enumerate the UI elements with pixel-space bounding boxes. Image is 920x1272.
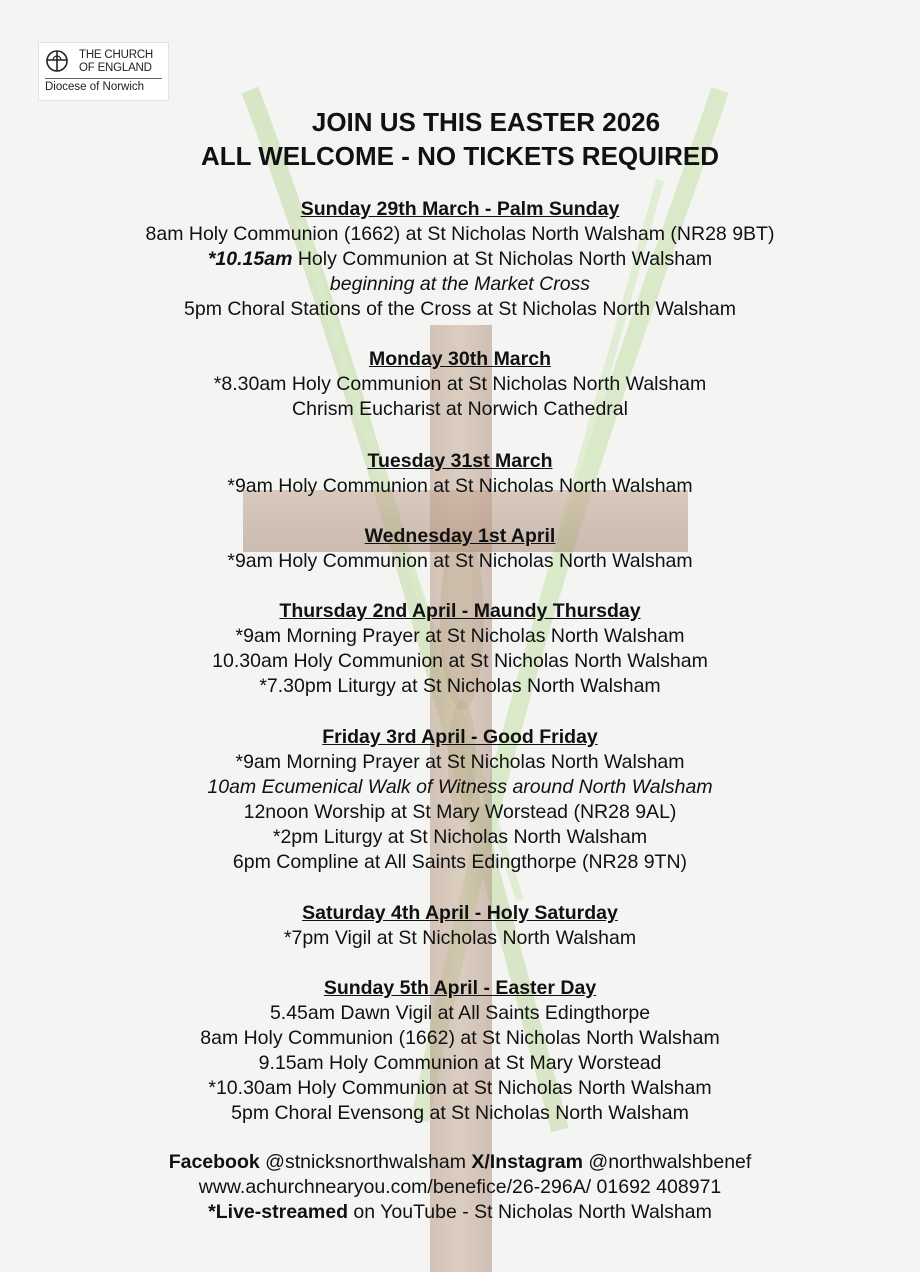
livestream-text: on YouTube - St Nicholas North Walsham	[348, 1201, 712, 1223]
service-line: 6pm Compline at All Saints Edingthorpe (NR28 9TN)	[232, 851, 688, 873]
service-line: 10.30am Holy Communion at St Nicholas North Walsham	[212, 650, 708, 672]
service-line: 5.45am Dawn Vigil at All Saints Edingthorpe	[269, 1002, 651, 1024]
day-heading-holy-saturday: Saturday 4th April - Holy Saturday	[302, 902, 618, 924]
service-line: *9am Holy Communion at St Nicholas North Walsham	[227, 550, 693, 572]
service-line: *10.30am Holy Communion at St Nicholas North Walsham	[208, 1077, 712, 1099]
service-line: 5pm Choral Stations of the Cross at St Nicholas North Walsham	[184, 298, 736, 320]
service-line: 10am Ecumenical Walk of Witness around North Walsham	[207, 776, 713, 798]
service-line: beginning at the Market Cross	[329, 273, 591, 295]
page-title: JOIN US THIS EASTER 2026	[311, 107, 661, 137]
day-heading-maundy-thursday: Thursday 2nd April - Maundy Thursday	[279, 600, 641, 622]
livestream-line	[0, 1200, 920, 1225]
service-line	[0, 247, 920, 272]
day-heading-tuesday: Tuesday 31st March	[367, 450, 553, 472]
website-phone-line: www.achurchnearyou.com/benefice/26-296A/ 01692 408971	[198, 1176, 722, 1198]
logo-line-1: THE CHURCH	[79, 49, 154, 61]
service-line: 8am Holy Communion (1662) at St Nicholas North Walsham	[200, 1027, 720, 1049]
livestream-label: *Live-streamed	[208, 1201, 348, 1223]
logo-line-3: Diocese of Norwich	[45, 81, 145, 93]
logo-line-2: OF ENGLAND	[79, 62, 152, 74]
service-line: *7.30pm Liturgy at St Nicholas North Walsham	[259, 675, 661, 697]
service-line: *8.30am Holy Communion at St Nicholas North Walsham	[213, 373, 707, 395]
service-star: *	[207, 248, 216, 270]
facebook-handle: @stnicksnorthwalsham	[259, 1151, 472, 1173]
day-heading-wednesday: Wednesday 1st April	[364, 525, 556, 547]
service-line: *9am Morning Prayer at St Nicholas North Walsham	[235, 625, 685, 647]
day-heading-easter-day: Sunday 5th April - Easter Day	[323, 977, 597, 999]
service-line: *7pm Vigil at St Nicholas North Walsham	[283, 927, 637, 949]
service-time-highlight: 10.15am	[215, 248, 293, 270]
social-media-line	[0, 1150, 920, 1175]
x-instagram-handle: @northwalshbenef	[582, 1151, 752, 1173]
service-line: *9am Morning Prayer at St Nicholas North Walsham	[235, 751, 685, 773]
service-line: *2pm Liturgy at St Nicholas North Walsham	[272, 826, 648, 848]
page-subtitle: ALL WELCOME - NO TICKETS REQUIRED	[200, 141, 720, 171]
church-of-england-logo	[38, 42, 169, 101]
service-line: 5pm Choral Evensong at St Nicholas North Walsham	[231, 1102, 689, 1124]
logo-divider	[45, 78, 162, 79]
service-line: 8am Holy Communion (1662) at St Nicholas North Walsham (NR28 9BT)	[145, 223, 775, 245]
church-crest-icon	[45, 49, 69, 73]
service-line: *9am Holy Communion at St Nicholas North Walsham	[227, 475, 693, 497]
service-line: Chrism Eucharist at Norwich Cathedral	[292, 398, 628, 420]
day-heading-monday: Monday 30th March	[368, 348, 552, 370]
service-line: 9.15am Holy Communion at St Mary Worstead	[258, 1052, 662, 1074]
x-instagram-label: X/Instagram	[471, 1151, 583, 1173]
day-heading-good-friday: Friday 3rd April - Good Friday	[322, 726, 598, 748]
service-line: 12noon Worship at St Mary Worstead (NR28 9AL)	[243, 801, 677, 823]
service-text: Holy Communion at St Nicholas North Walsham	[292, 248, 713, 270]
facebook-label: Facebook	[168, 1151, 260, 1173]
day-heading-palm-sunday: Sunday 29th March - Palm Sunday	[300, 198, 620, 220]
